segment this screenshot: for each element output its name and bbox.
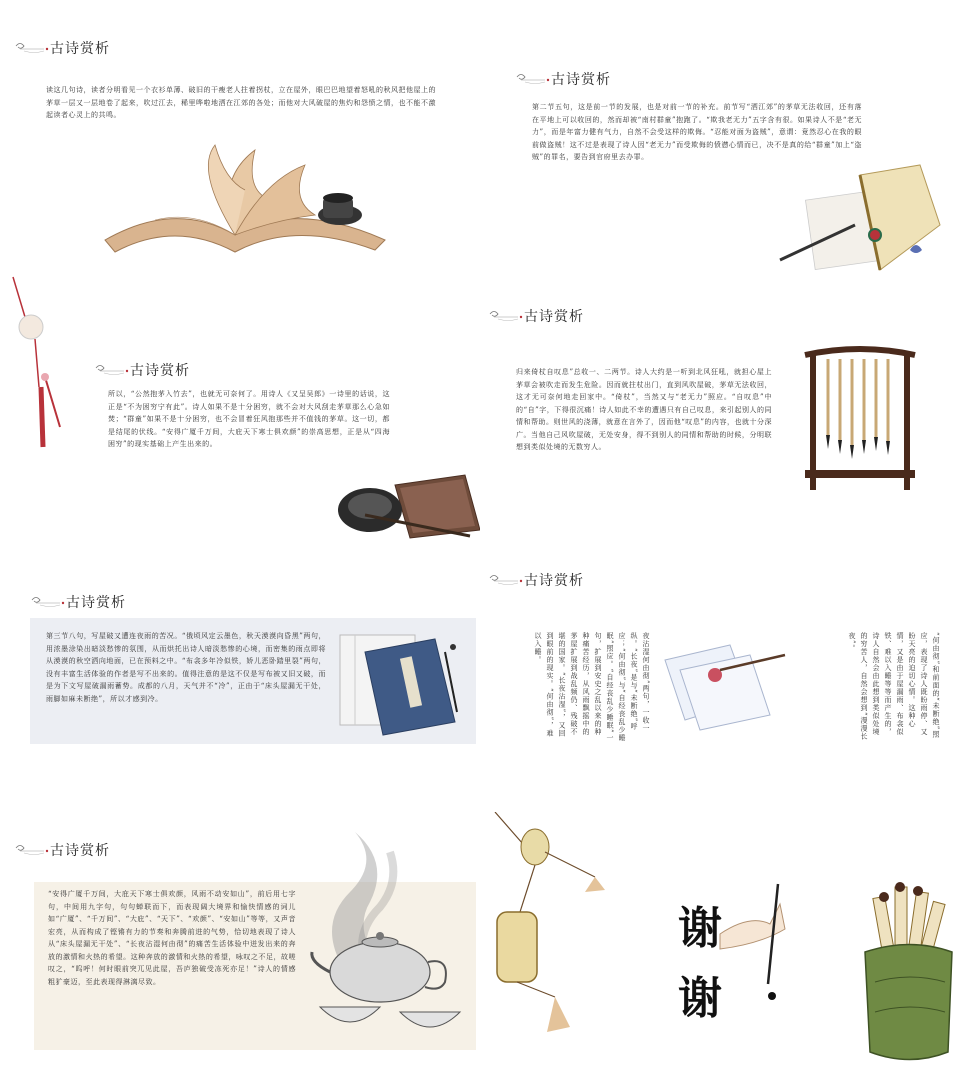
open-book-icon: [95, 140, 395, 270]
title-swirl-icon: [14, 40, 48, 56]
title-swirl-icon: [30, 594, 64, 610]
hand-with-brush-icon: [720, 884, 800, 1004]
body-text: 第三节八句，写屋破又遭连夜雨的苦况。“俄顷风定云墨色，秋天漠漠向昏黑”两句，用浓墨涂染出暗淡愁惨的氛围，从而烘托出诗人暗淡愁惨的心境，而密集的雨点即将从漠漠的秋空洒向地面，已在预料之中。“布衾多年冷似铁，娇儿恶卧踏里裂”两句，没有丰富生活体验的作者是写不出来的。值得注意的是这不仅是写布被又旧又破，而是为下文写屋破漏雨蓄势。成都的八月，天气并不“冷”，正由于“床头屋漏无干处，雨脚如麻未断绝”，所以才感到冷。: [46, 632, 326, 703]
slide-2: [480, 55, 960, 272]
body-text: 所以，“公然抱茅入竹去”，也就无可奈何了。用诗人《又呈吴郎》一诗里的话说，这正是“不为困穷宁有此”。诗人如果不是十分困穷，就不会对大风刮走茅草那么心急如焚；“群童”如果不是十分困穷，也不会冒着狂风抱那些并不值钱的茅草。这一切，都是结尾的伏线。“安得广厦千万间，大庇天下寒士俱欢颜”的崇高思想，正是从“四海困穷”的现实基础上产生出来的。: [108, 390, 390, 448]
teapot-and-steam-icon: [300, 812, 480, 1052]
slide-4: [480, 290, 960, 540]
slide-title: [14, 38, 110, 58]
brush-rack-icon: [800, 345, 920, 495]
slide-title: [30, 592, 126, 612]
slide-title-text: 古诗赏析: [66, 595, 126, 611]
slide-title: [488, 570, 584, 590]
inkstone-and-book-icon: [335, 470, 480, 540]
slide-title: [14, 840, 110, 860]
slide-6: [480, 560, 960, 760]
slide-title: [488, 306, 584, 326]
brush-pot-icon: [860, 882, 955, 1077]
letters-and-brush-icon: [660, 640, 790, 730]
slide-title-text: 古诗赏析: [50, 41, 110, 57]
slide-title-text: 古诗赏析: [130, 363, 190, 379]
slide-8: [480, 812, 960, 1084]
scroll-and-brush-icon: [770, 165, 950, 272]
title-swirl-icon: [488, 572, 522, 588]
title-swirl-icon: [488, 308, 522, 324]
vertical-text-right: “何由彻”和前面的“未断绝”照应，表现了诗人既盼雨停、又盼天亮的迫切心情。这种心情，又是由于屋漏雨、布衾似铁、难以入睡等等而产生的，诗人自然会由此想到类似处境的穷苦人，自然会想到“漫漫长夜”。: [848, 632, 940, 741]
vertical-text-left: 夜沾湿何由彻”两句，一收一纵。“长夜”是与“未断绝”呼应；“何由彻”与“自经丧乱少睡眠”照应。“自经丧乱少睡眠”一句，扩展到安史之乱以来的种种痛苦经历，从风雨飘摇中的茅屋扩展到战乱频仍、残破不堪的国家。“长夜沾湿”，又回到眼前的现实。“何由彻”，难以入睡。: [534, 632, 650, 742]
slide-3: [0, 272, 480, 542]
slide-title-text: 古诗赏析: [524, 573, 584, 589]
slide-title-text: 古诗赏析: [551, 72, 611, 88]
slide-title-text: 古诗赏析: [50, 843, 110, 859]
thread-bound-book-icon: [335, 627, 470, 742]
thanks-char-1: 谢: [678, 903, 722, 954]
slide-5: [0, 572, 480, 762]
slide-7: [0, 812, 480, 1084]
body-text: 归来倚杖自叹息”总收一、二两节。诗人大约是一听到北风狂吼，就担心屋上茅草会被吹走而发生危险。因而就拄杖出门，直到风吹屋破，茅草无法收回，这才无可奈何地走回家中。“倚杖”，当然又与“老无力”照应。“自叹息”中的“自”字，下得很沉痛！诗人如此不幸的遭遇只有自己叹息，来引起别人的同情和帮助。则世风的浇薄，就意在言外了，因而他“叹息”的内容，也就十分深广。当他自己风吹屋破，无处安身，得不到别人的同情和帮助的时候，分明联想到类似处境的无数穷人。: [516, 368, 772, 451]
thanks-char-2: 谢: [678, 973, 722, 1024]
title-swirl-icon: [94, 362, 128, 378]
body-text: 第二节五句，这是前一节的发展，也是对前一节的补充。前节写“洒江郊”的茅草无法收回，还有落在平地上可以收回的，然而却被“南村群童”抱跑了。“欺我老无力”五字含有很。如果诗人不是“老无力”，而是年富力健有气力，自然不会受这样的欺侮。“忍能对面为盗贼”，意谓：竟然忍心在我的眼前做盗贼！这不过是表现了诗人因“老无力”而受欺侮的愤懑心情而已，决不是真的给“群童”加上“盗贼”的罪名，要告到官府里去办罪。: [532, 103, 862, 161]
body-text: “安得广厦千万间，大庇天下寒士俱欢颜，风雨不动安如山”，前后用七字句，中间用九字句，句句蝉联而下，而表现阔大境界和愉快情感的词儿如“广厦”、“千万间”、“大庇”、“天下”、“欢颜”、“安如山”等等，又声音宏亮，从而构成了铿锵有力的节奏和奔腾前进的气势，恰切地表现了诗人从“床头屋漏无干处”、“长夜沾湿何由彻”的痛苦生活体验中迸发出来的奔放的激情和火热的希望。这种奔放的激情和火热的希望，咏叹之不足，故嗟叹之，“呜呼！何时眼前突兀见此屋，吾庐独破受冻死亦足！”诗人的情感粗犷豪迈，至此表现得淋漓尽致。: [48, 890, 296, 986]
hanging-lantern-icon: [485, 812, 605, 1042]
slide-title-text: 古诗赏析: [524, 309, 584, 325]
title-swirl-icon: [14, 842, 48, 858]
slide-title: [94, 360, 190, 380]
hanging-jade-tassel-icon: [5, 277, 65, 477]
title-swirl-icon: [515, 71, 549, 87]
body-text: 读这几句诗，读者分明看见一个衣衫单薄、破旧的干瘦老人拄着拐杖，立在屋外，眼巴巴地望着怒吼的秋风把他屋上的茅草一层又一层地卷了起来，吹过江去，稀里哗啦地洒在江郊的各处；而他对大风破屋的焦灼和怨愤之情，也不能不激起读者心灵上的共鸣。: [46, 86, 436, 119]
slide-title: [515, 69, 611, 89]
slide-1: [0, 0, 480, 272]
